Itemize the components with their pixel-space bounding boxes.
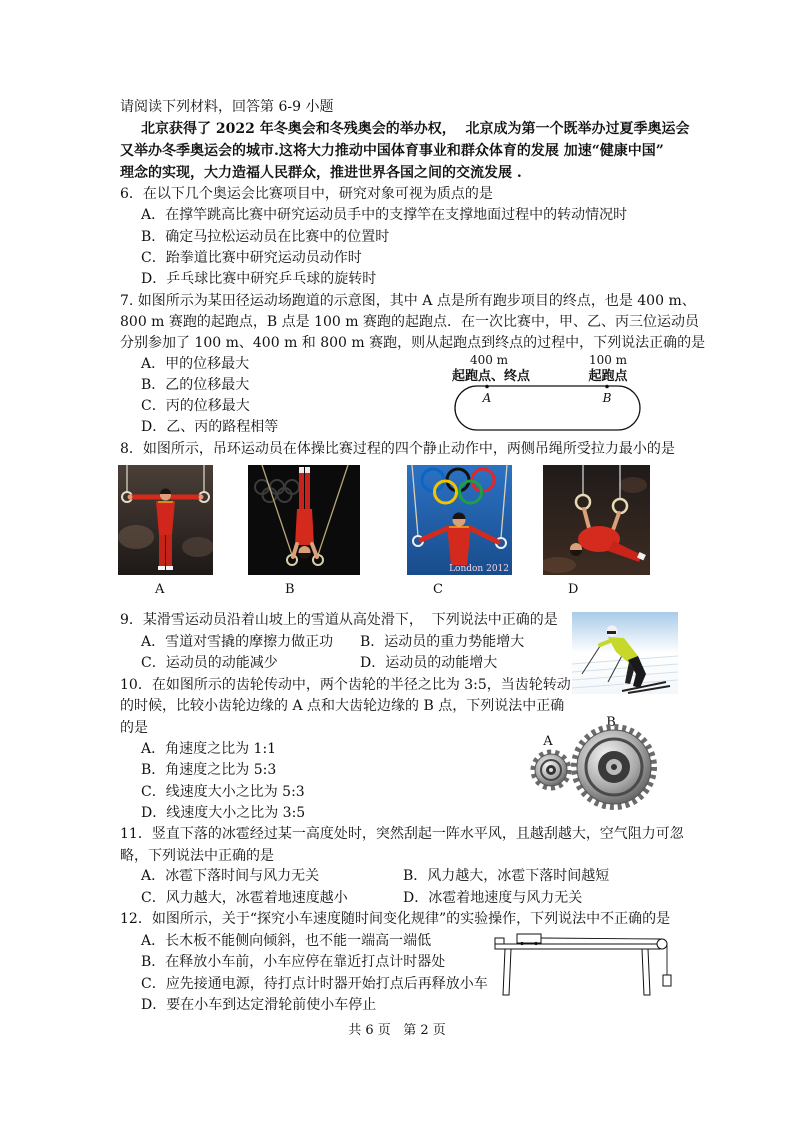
question-7-option-d: D．乙、丙的路程相等	[141, 419, 279, 435]
material-intro: 请阅读下列材料，回答第 6-9 小题	[120, 99, 334, 115]
question-12-option-d: D．要在小车到达定滑轮前使小车停止	[141, 997, 377, 1013]
question-11-stem: 略，下列说法中正确的是	[120, 848, 274, 864]
photo-label-b: B	[285, 582, 295, 597]
question-9-option-a: A．雪道对雪撬的摩擦力做正功	[141, 634, 334, 650]
question-11-stem: 11．竖直下落的冰雹经过某一高度处时，突然刮起一阵水平风，且越刮越大，空气阻力可忽	[120, 826, 684, 842]
board	[495, 944, 660, 949]
passage-line: 理念的实现，大力造福人民群众，推进世界各国之间的交流发展 .	[120, 165, 522, 181]
question-7-stem: 7. 如图所示为某田径运动场跑道的示意图，其中 A 点是所有跑步项目的终点，也是 400 m、	[120, 293, 696, 309]
gear-label-b: B	[606, 715, 616, 730]
track-point-b	[605, 385, 609, 389]
question-12-option-a: A．长木板不能侧向倾斜，也不能一端高一端低	[141, 933, 432, 949]
question-10-option-a: A．角速度之比为 1:1	[141, 741, 277, 757]
cart-icon	[517, 934, 541, 943]
question-10-stem: 的是	[120, 720, 148, 736]
question-11-option-d: D．冰雹着地速度与风力无关	[403, 890, 583, 906]
question-7-option-b: B．乙的位移最大	[141, 377, 250, 393]
track-diagram	[445, 352, 655, 436]
gymnast-photo-a	[118, 465, 213, 575]
track-distance-400: 400 m	[469, 353, 509, 367]
track-start-finish-label: 起跑点、终点	[451, 369, 531, 384]
question-11-option-b: B．风力越大，冰雹下落时间越短	[403, 868, 610, 884]
question-10-option-c: C．线速度大小之比为 5:3	[141, 784, 305, 800]
table-leg	[503, 949, 511, 995]
question-10-stem: 10．在如图所示的齿轮传动中，两个齿轮的半径之比为 3:5，当齿轮转动	[120, 677, 571, 693]
question-9-option-d: D．运动员的动能增大	[360, 655, 498, 671]
question-12-option-c: C．应先接通电源，待打点计时器开始打点后再释放小车	[141, 976, 488, 992]
question-6-option-c: C．跆拳道比赛中研究运动员动作时	[141, 250, 362, 266]
question-8-stem: 8．如图所示，吊环运动员在体操比赛过程的四个静止动作中，两侧吊绳所受拉力最小的是	[120, 441, 675, 457]
passage-line: 又举办冬季奥运会的城市.这将大力推动中国体育事业和群众体育的发展 加速“健康中国”	[120, 143, 664, 159]
photo-label-d: D	[568, 582, 579, 597]
pulley-icon	[657, 939, 667, 949]
photo-label-a: A	[155, 582, 165, 597]
track-start-label: 起跑点	[588, 369, 628, 384]
gear-diagram	[525, 712, 665, 812]
passage-line: 北京获得了 2022 年冬奥会和冬残奥会的举办权， 北京成为第一个既举办过夏季奥运会	[141, 121, 690, 137]
track-distance-100: 100 m	[588, 353, 628, 367]
london-2012-caption: London 2012	[449, 564, 509, 574]
timer-icon	[495, 938, 504, 944]
gymnast-photo-b	[248, 465, 360, 575]
question-7-option-a: A．甲的位移最大	[141, 356, 250, 372]
question-7-option-c: C．丙的位移最大	[141, 398, 250, 414]
gymnast-photo-d	[543, 465, 650, 575]
track-point-a-label: A	[482, 391, 492, 405]
question-10-stem: 的时候，比较小齿轮边缘的 A 点和大齿轮边缘的 B 点，下列说法中正确	[120, 698, 565, 714]
question-7-stem: 分别参加了 100 m、400 m 和 800 m 赛跑，则从起跑点到终点的过程中，下列说法正确的是	[120, 335, 706, 351]
question-10-option-b: B．角速度之比为 5:3	[141, 762, 277, 778]
skier-photo	[572, 612, 678, 694]
track-point-b-label: B	[602, 391, 612, 405]
big-gear-icon	[574, 727, 654, 807]
question-9-stem: 9．某滑雪运动员沿着山坡上的雪道从高处滑下， 下列说法中正确的是	[120, 612, 558, 628]
question-6-option-a: A．在撑竿跳高比赛中研究运动员手中的支撑竿在支撑地面过程中的转动情况时	[141, 207, 628, 223]
question-6-option-b: B．确定马拉松运动员在比赛中的位置时	[141, 229, 390, 245]
question-10-option-d: D．线速度大小之比为 3:5	[141, 805, 306, 821]
gear-label-a: A	[543, 734, 553, 749]
photo-label-c: C	[433, 582, 443, 597]
question-9-option-b: B．运动员的重力势能增大	[360, 634, 525, 650]
question-6-option-d: D．乒乓球比赛中研究乒乓球的旋转时	[141, 271, 377, 287]
question-9-option-c: C．运动员的动能减少	[141, 655, 278, 671]
small-gear-icon	[533, 752, 569, 788]
question-6-stem: 6．在以下几个奥运会比赛项目中，研究对象可视为质点的是	[120, 186, 493, 202]
table-leg	[642, 949, 650, 995]
question-11-option-a: A．冰雹下落时间与风力无关	[141, 868, 320, 884]
page-footer: 共 6 页 第 2 页	[348, 1023, 446, 1038]
cart-experiment-diagram	[490, 925, 675, 1000]
string	[541, 938, 662, 939]
question-11-option-c: C．风力越大，冰雹着地速度越小	[141, 890, 348, 906]
track-point-a	[485, 385, 489, 389]
question-12-option-b: B．在释放小车前，小车应停在靠近打点计时器处	[141, 954, 446, 970]
gymnast-photo-c	[407, 465, 512, 575]
question-7-stem: 800 m 赛跑的起跑点，B 点是 100 m 赛跑的起跑点．在一次比赛中，甲、乙、丙三位运动员	[120, 314, 699, 330]
weight-icon	[663, 975, 671, 986]
question-12-stem: 12．如图所示，关于“探究小车速度随时间变化规律”的实验操作，下列说法中不正确的是	[120, 911, 671, 927]
